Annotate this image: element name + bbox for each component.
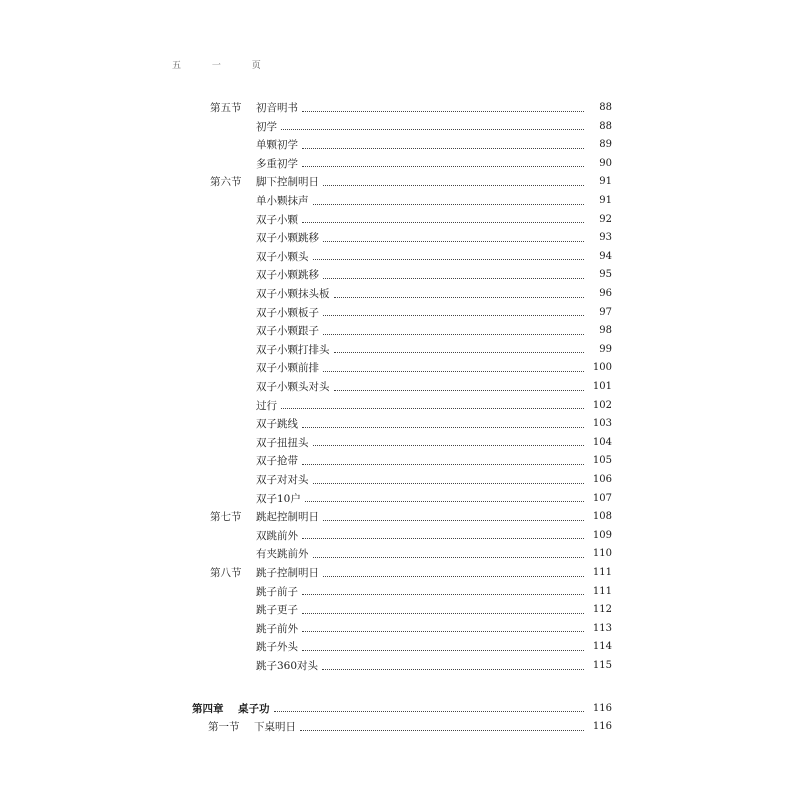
- toc-title: 单小颗抹声: [256, 195, 309, 207]
- dot-leader: [302, 221, 584, 223]
- toc-title: 双子扭扭头: [256, 436, 309, 449]
- page-number: 92: [599, 213, 612, 225]
- dot-leader: [302, 612, 584, 614]
- dot-leader: [322, 668, 584, 670]
- toc-entry: [256, 379, 612, 395]
- page-number: 115: [592, 660, 612, 671]
- toc-entry: [256, 658, 612, 674]
- toc-title: 脚下控制明日: [256, 176, 319, 189]
- page-number: 108: [592, 511, 612, 523]
- toc-title: 双子抢带: [256, 455, 298, 468]
- toc-title: 双子小颗头: [256, 250, 309, 263]
- toc-number: 第七节: [210, 511, 242, 524]
- dot-leader: [334, 351, 585, 353]
- toc-title: 跳子前外: [256, 622, 298, 635]
- page-number: 110: [592, 548, 612, 560]
- toc-entry: [256, 212, 612, 228]
- toc-title: 双子跳线: [256, 418, 298, 431]
- toc-number: 第五节: [210, 102, 242, 114]
- page-number: 105: [592, 455, 612, 467]
- page-number: 101: [592, 381, 612, 392]
- toc-title: 下桌明日: [254, 721, 296, 734]
- toc-entry: [256, 156, 612, 172]
- toc-entry: [256, 491, 612, 507]
- dot-leader: [334, 389, 585, 391]
- toc-title: 初音明书: [256, 102, 298, 114]
- toc-section: [208, 719, 612, 735]
- toc-title: 跳子更子: [256, 604, 298, 617]
- page-number: 107: [592, 492, 612, 504]
- toc-title: 跳子前子: [256, 585, 298, 598]
- toc-number: 第八节: [210, 567, 242, 579]
- toc-entry: [256, 528, 612, 544]
- page-number: 111: [592, 567, 612, 578]
- toc-entry: [256, 453, 612, 469]
- toc-section: [210, 509, 612, 525]
- toc-title: 跳子外头: [256, 641, 298, 654]
- toc-title: 双子小颗打排头: [256, 343, 330, 356]
- page-number: 89: [599, 139, 612, 151]
- toc-title: 双子小颗跳移: [256, 232, 319, 245]
- toc-entry: [256, 621, 612, 637]
- toc-section: [210, 174, 612, 190]
- toc-entry: [256, 546, 612, 562]
- toc-entry: [256, 305, 612, 321]
- toc-title: 双子小颗板子: [256, 306, 319, 319]
- toc-title: 双子小颗: [256, 213, 298, 226]
- dot-leader: [281, 407, 584, 409]
- page-number: 97: [599, 306, 612, 318]
- toc-entry: [256, 119, 612, 135]
- dot-leader: [323, 519, 584, 521]
- dot-leader: [334, 296, 585, 298]
- dot-leader: [323, 184, 584, 186]
- dot-leader: [302, 630, 584, 632]
- toc-entry: [256, 584, 612, 600]
- page-number: 113: [592, 622, 612, 634]
- dot-leader: [323, 314, 584, 316]
- page-number: 106: [592, 474, 612, 485]
- toc-title: 多重初学: [256, 157, 298, 170]
- toc-entry: [256, 435, 612, 451]
- dot-leader: [313, 258, 585, 260]
- toc-entry: [256, 602, 612, 618]
- page-number: 91: [599, 195, 612, 206]
- page-number: 90: [599, 157, 612, 169]
- dot-leader: [313, 556, 585, 558]
- page-number: 114: [592, 641, 612, 653]
- toc-entry: [256, 137, 612, 153]
- toc-title: 双子小颗跳移: [256, 269, 319, 282]
- page-number: 104: [592, 436, 612, 448]
- toc-chapter: [192, 701, 612, 717]
- dot-leader: [281, 128, 584, 130]
- dot-leader: [302, 426, 584, 428]
- page-number: 100: [592, 362, 612, 374]
- toc-title: 初学: [256, 120, 277, 133]
- dot-leader: [323, 240, 584, 242]
- toc-entry: [256, 416, 612, 432]
- running-header: 五 一 页: [172, 61, 275, 71]
- dot-leader: [302, 165, 584, 167]
- dot-leader: [302, 110, 584, 112]
- page-number: 98: [599, 325, 612, 337]
- page-number: 111: [592, 585, 612, 597]
- dot-leader: [313, 203, 585, 205]
- dot-leader: [302, 593, 584, 595]
- dot-leader: [300, 729, 584, 731]
- page-number: 116: [592, 721, 612, 733]
- page-number: 112: [592, 604, 612, 616]
- toc-title: 双子小颗头对头: [256, 381, 330, 393]
- toc-entry: [256, 342, 612, 358]
- toc-title: 双子对对头: [256, 474, 309, 486]
- toc-title: 有夹跳前外: [256, 548, 309, 561]
- page-number: 93: [599, 232, 612, 244]
- toc-title: 双子小颗跟子: [256, 325, 319, 338]
- toc-title: 跳起控制明日: [256, 511, 319, 524]
- dot-leader: [302, 537, 584, 539]
- page-number: 99: [599, 343, 612, 355]
- toc-title: 桌子功: [238, 702, 270, 715]
- dot-leader: [323, 277, 584, 279]
- toc-number: 第四章: [192, 702, 224, 715]
- dot-leader: [313, 444, 585, 446]
- page-number: 116: [592, 702, 612, 714]
- toc-entry: [256, 249, 612, 265]
- page-number: 88: [599, 120, 612, 132]
- page-number: 109: [592, 529, 612, 541]
- dot-leader: [323, 333, 584, 335]
- toc-number: 第一节: [208, 721, 240, 734]
- toc-entry: [256, 230, 612, 246]
- toc-entry: [256, 639, 612, 655]
- toc-entry: [256, 286, 612, 302]
- toc-title: 过行: [256, 399, 277, 412]
- page-number: 102: [592, 399, 612, 411]
- page-number: 94: [599, 250, 612, 262]
- toc-entry: [256, 360, 612, 376]
- toc-entry: [256, 398, 612, 414]
- page-number: 95: [599, 269, 612, 281]
- toc-section: [210, 565, 612, 581]
- dot-leader: [313, 482, 585, 484]
- dot-leader: [305, 500, 584, 502]
- toc-entry: [256, 193, 612, 209]
- toc-title: 跳子360对头: [256, 660, 319, 672]
- toc-title: 双子小颗前排: [256, 362, 319, 375]
- dot-leader: [274, 710, 585, 712]
- dot-leader: [323, 575, 584, 577]
- toc-number: 第六节: [210, 176, 242, 189]
- dot-leader: [323, 370, 584, 372]
- page-number: 96: [599, 288, 612, 299]
- toc-title: 双子小颗抹头板: [256, 288, 330, 300]
- toc-title: 跳子控制明日: [256, 567, 319, 579]
- toc-title: 双子10户: [256, 492, 301, 505]
- toc-title: 单颗初学: [256, 139, 298, 152]
- page-number: 88: [599, 102, 612, 113]
- dot-leader: [302, 649, 584, 651]
- toc-title: 双跳前外: [256, 529, 298, 542]
- dot-leader: [302, 463, 584, 465]
- toc-section: [210, 100, 612, 116]
- toc-entry: [256, 323, 612, 339]
- dot-leader: [302, 147, 584, 149]
- toc-entry: [256, 267, 612, 283]
- toc-entry: [256, 472, 612, 488]
- page-number: 103: [592, 418, 612, 430]
- page-number: 91: [599, 176, 612, 188]
